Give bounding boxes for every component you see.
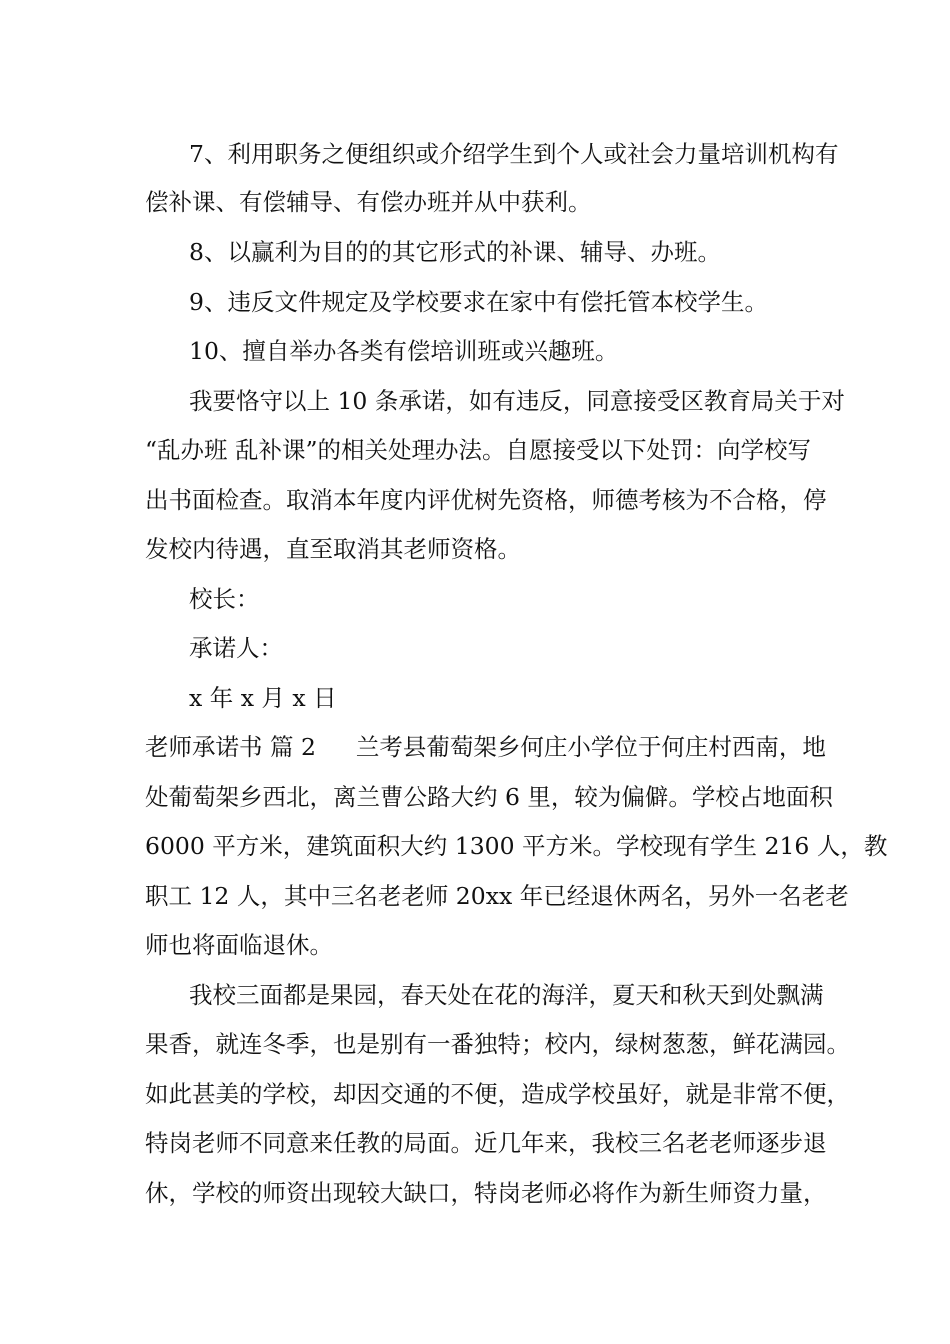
item-7-line-2: 偿补课、有偿辅导、有偿办班并从中获利。 bbox=[145, 188, 592, 216]
pledge-line-1: 我要恪守以上 10 条承诺，如有违反，同意接受区教育局关于对 bbox=[189, 387, 845, 415]
section-2-line-5: 师也将面临退休。 bbox=[145, 931, 333, 959]
date-line: x 年 x 月 x 日 bbox=[189, 684, 337, 712]
pledge-line-4: 发校内待遇，直至取消其老师资格。 bbox=[145, 535, 521, 563]
promisor-label: 承诺人： bbox=[189, 634, 283, 662]
section-2-first-line bbox=[145, 732, 826, 762]
section-2-line-2: 处葡萄架乡西北，离兰曹公路大约 6 里，较为偏僻。学校占地面积 bbox=[145, 783, 833, 811]
pledge-line-3: 出书面检查。取消本年度内评优树先资格，师德考核为不合格，停 bbox=[145, 486, 827, 514]
principal-label: 校长： bbox=[189, 585, 260, 613]
section-2-line-3: 6000 平方米，建筑面积大约 1300 平方米。学校现有学生 216 人，教 bbox=[145, 832, 888, 860]
paragraph-2-line-1: 我校三面都是果园，春天处在花的海洋，夏天和秋天到处飘满 bbox=[189, 981, 824, 1009]
item-9: 9、违反文件规定及学校要求在家中有偿托管本校学生。 bbox=[189, 288, 768, 316]
paragraph-2-line-2: 果香，就连冬季，也是别有一番独特；校内，绿树葱葱，鲜花满园。 bbox=[145, 1030, 850, 1058]
item-8: 8、以赢利为目的的其它形式的补课、辅导、办班。 bbox=[189, 238, 721, 266]
item-7-line-1: 7、利用职务之便组织或介绍学生到个人或社会力量培训机构有 bbox=[189, 140, 839, 168]
section-2-line-1-text: 兰考县葡萄架乡何庄小学位于何庄村西南，地 bbox=[355, 733, 826, 761]
pledge-line-2: “乱办班 乱补课”的相关处理办法。自愿接受以下处罚：向学校写 bbox=[145, 436, 811, 464]
item-10: 10、擅自举办各类有偿培训班或兴趣班。 bbox=[189, 337, 619, 365]
paragraph-2-line-4: 特岗老师不同意来任教的局面。近几年来，我校三名老老师逐步退 bbox=[145, 1129, 827, 1157]
paragraph-2-line-3: 如此甚美的学校，却因交通的不便，造成学校虽好，就是非常不便， bbox=[145, 1080, 850, 1108]
paragraph-2-line-5: 休，学校的师资出现较大缺口，特岗老师必将作为新生师资力量， bbox=[145, 1179, 827, 1207]
section-2-heading: 老师承诺书 篇 2 bbox=[145, 733, 316, 761]
section-2-line-4: 职工 12 人，其中三名老老师 20xx 年已经退休两名，另外一名老老 bbox=[145, 882, 849, 910]
